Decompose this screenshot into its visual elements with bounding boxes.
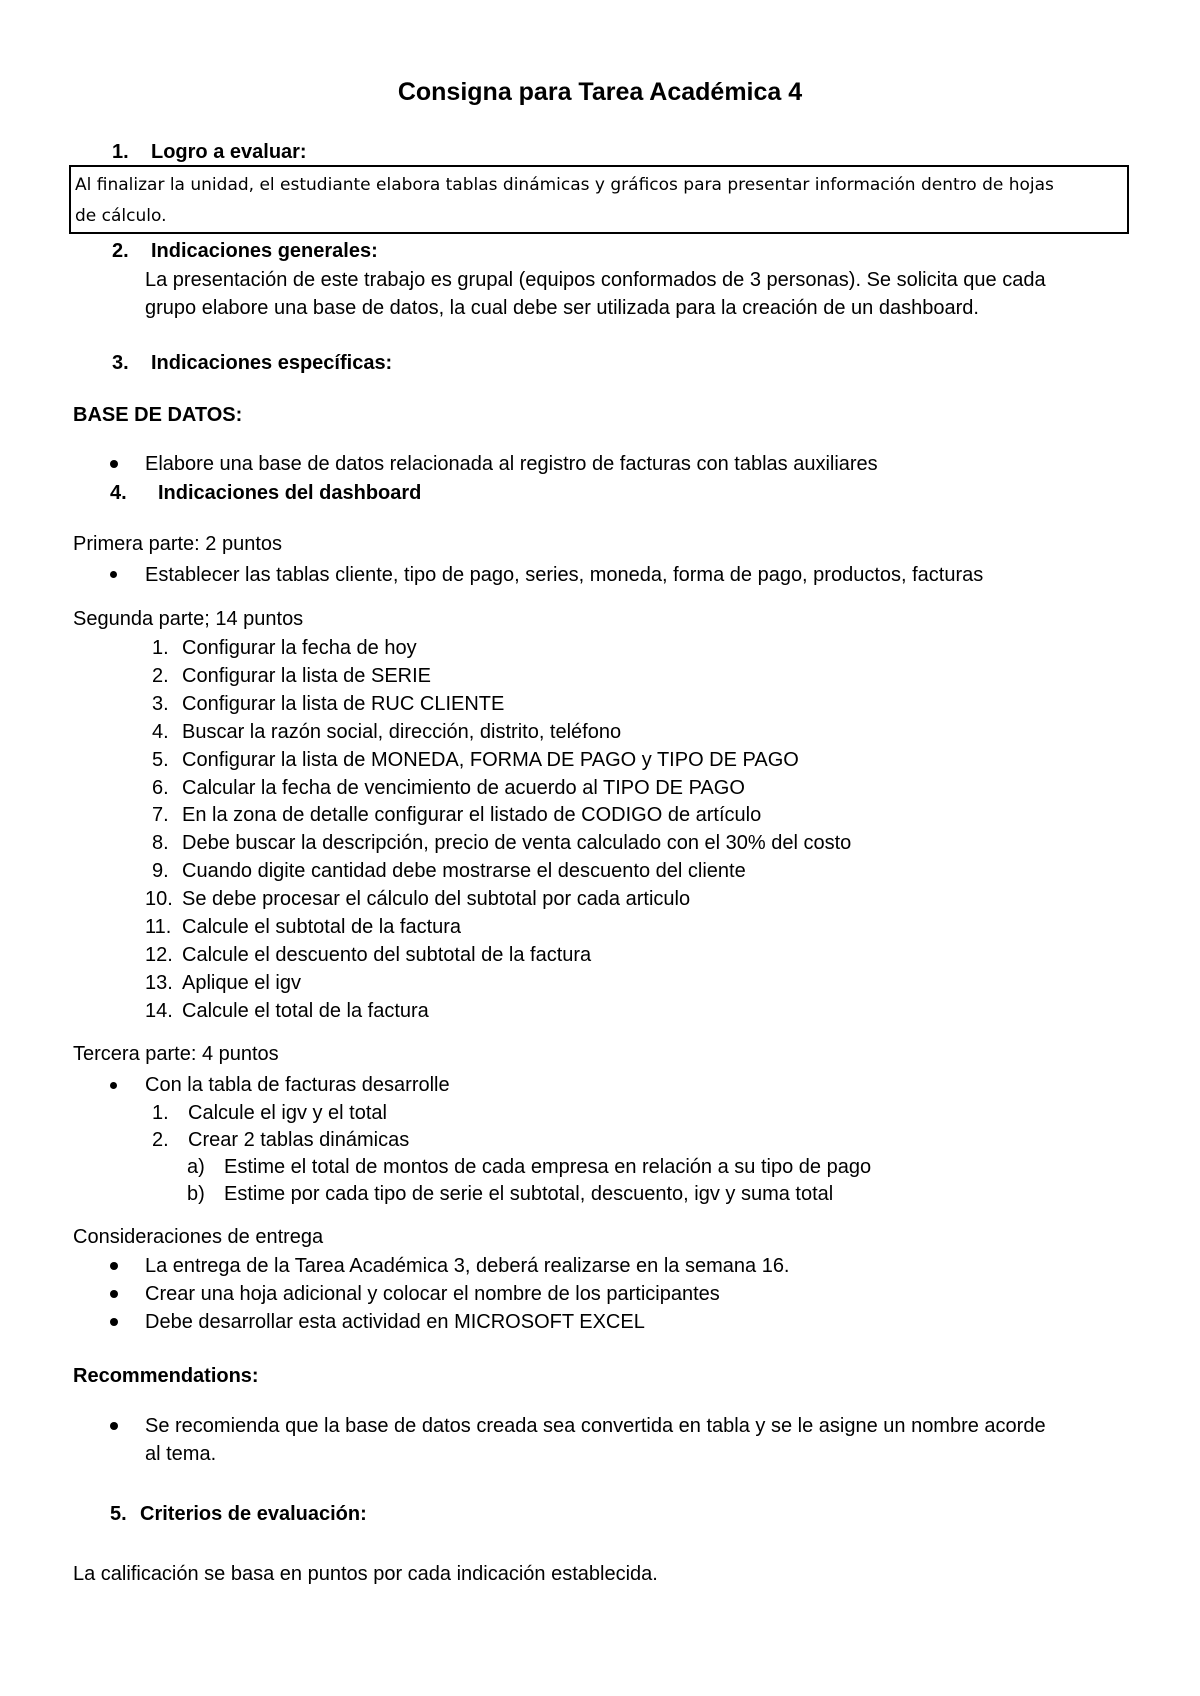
section-5-heading: Criterios de evaluación:	[140, 1503, 367, 1525]
section-1-number: 1.	[112, 141, 129, 163]
segunda-item-number: 6.	[152, 777, 169, 799]
section-4-heading: Indicaciones del dashboard	[158, 482, 422, 504]
base-datos-bullet: Elabore una base de datos relacionada al registro de facturas con tablas auxiliares	[145, 453, 878, 475]
entrega-heading: Consideraciones de entrega	[73, 1226, 324, 1248]
section-3-heading: Indicaciones específicas:	[151, 352, 393, 374]
tercera-subitem-text: Estime por cada tipo de serie el subtotal, descuento, igv y suma total	[224, 1183, 834, 1205]
tercera-subitem-letter: a)	[187, 1156, 205, 1178]
recommendations-line-2: al tema.	[145, 1443, 217, 1465]
tercera-item-text: Calcule el igv y el total	[188, 1102, 387, 1124]
primera-heading: Primera parte: 2 puntos	[73, 533, 282, 555]
tercera-item-text: Crear 2 tablas dinámicas	[188, 1129, 410, 1151]
segunda-item-text: Debe buscar la descripción, precio de venta calculado con el 30% del costo	[182, 832, 852, 854]
section-2-heading: Indicaciones generales:	[151, 240, 378, 262]
logro-line-1: Al finalizar la unidad, el estudiante elabora tablas dinámicas y gráficos para presentar información dentro de hojas	[75, 175, 1054, 195]
bullet-icon	[110, 1082, 117, 1089]
segunda-item-text: Configurar la lista de MONEDA, FORMA DE PAGO y TIPO DE PAGO	[182, 749, 799, 771]
bullet-icon	[110, 1290, 118, 1298]
logro-line-2: de cálculo.	[75, 206, 167, 226]
section-2-text-line-2: grupo elabore una base de datos, la cual debe ser utilizada para la creación de un dashboard.	[145, 297, 979, 319]
segunda-item-number: 8.	[152, 832, 169, 854]
bullet-icon	[110, 571, 117, 578]
segunda-item-text: Aplique el igv	[182, 972, 301, 994]
entrega-bullet: La entrega de la Tarea Académica 3, deberá realizarse en la semana 16.	[145, 1255, 790, 1277]
logro-box	[69, 165, 1129, 234]
segunda-item-text: Configurar la fecha de hoy	[182, 637, 417, 659]
segunda-item-number: 5.	[152, 749, 169, 771]
segunda-item-text: Calcule el total de la factura	[182, 1000, 429, 1022]
entrega-bullet: Crear una hoja adicional y colocar el nombre de los participantes	[145, 1283, 720, 1305]
segunda-item-text: Calcule el descuento del subtotal de la factura	[182, 944, 592, 966]
segunda-item-number: 9.	[152, 860, 169, 882]
tercera-item-number: 2.	[152, 1129, 169, 1151]
segunda-item-number: 4.	[152, 721, 169, 743]
tercera-item-number: 1.	[152, 1102, 169, 1124]
segunda-item-number: 13.	[145, 972, 173, 994]
section-1-heading: Logro a evaluar:	[151, 141, 307, 163]
segunda-item-number: 7.	[152, 804, 169, 826]
bullet-icon	[110, 1262, 118, 1270]
tercera-subitem-text: Estime el total de montos de cada empresa en relación a su tipo de pago	[224, 1156, 872, 1178]
bullet-icon	[110, 1318, 118, 1326]
final-statement: La calificación se basa en puntos por cada indicación establecida.	[73, 1563, 658, 1585]
document-title: Consigna para Tarea Académica 4	[397, 78, 803, 106]
recommendations-line-1: Se recomienda que la base de datos creada sea convertida en tabla y se le asigne un nombre acorde	[145, 1415, 1046, 1437]
segunda-item-text: Configurar la lista de RUC CLIENTE	[182, 693, 505, 715]
primera-bullet: Establecer las tablas cliente, tipo de pago, series, moneda, forma de pago, productos, facturas	[145, 564, 984, 586]
entrega-bullet: Debe desarrollar esta actividad en MICROSOFT EXCEL	[145, 1311, 645, 1333]
segunda-item-text: Buscar la razón social, dirección, distrito, teléfono	[182, 721, 622, 743]
segunda-item-number: 14.	[145, 1000, 173, 1022]
segunda-item-text: Calcule el subtotal de la factura	[182, 916, 462, 938]
segunda-item-text: Cuando digite cantidad debe mostrarse el descuento del cliente	[182, 860, 746, 882]
segunda-item-number: 12.	[145, 944, 173, 966]
tercera-heading: Tercera parte: 4 puntos	[73, 1043, 279, 1065]
section-2-number: 2.	[112, 240, 129, 262]
section-2-text-line-1: La presentación de este trabajo es grupal (equipos conformados de 3 personas). Se solicita que cada	[145, 269, 1046, 291]
segunda-item-number: 10.	[145, 888, 173, 910]
segunda-item-text: Configurar la lista de SERIE	[182, 665, 432, 687]
segunda-item-number: 11.	[145, 916, 172, 938]
segunda-item-text: Se debe procesar el cálculo del subtotal por cada articulo	[182, 888, 691, 910]
section-3-number: 3.	[112, 352, 129, 374]
section-4-number: 4.	[110, 482, 127, 504]
tercera-subitem-letter: b)	[187, 1183, 205, 1205]
segunda-item-text: Calcular la fecha de vencimiento de acuerdo al TIPO DE PAGO	[182, 777, 745, 799]
tercera-bullet: Con la tabla de facturas desarrolle	[145, 1074, 450, 1096]
segunda-item-number: 3.	[152, 693, 169, 715]
bullet-icon	[110, 1422, 118, 1430]
segunda-item-text: En la zona de detalle configurar el listado de CODIGO de artículo	[182, 804, 762, 826]
segunda-item-number: 1.	[152, 637, 169, 659]
bullet-icon	[110, 460, 118, 468]
segunda-item-number: 2.	[152, 665, 169, 687]
segunda-heading: Segunda parte; 14 puntos	[73, 608, 304, 630]
section-5-number: 5.	[110, 1503, 127, 1525]
recommendations-heading: Recommendations:	[73, 1365, 259, 1387]
base-datos-heading: BASE DE DATOS:	[73, 404, 243, 426]
